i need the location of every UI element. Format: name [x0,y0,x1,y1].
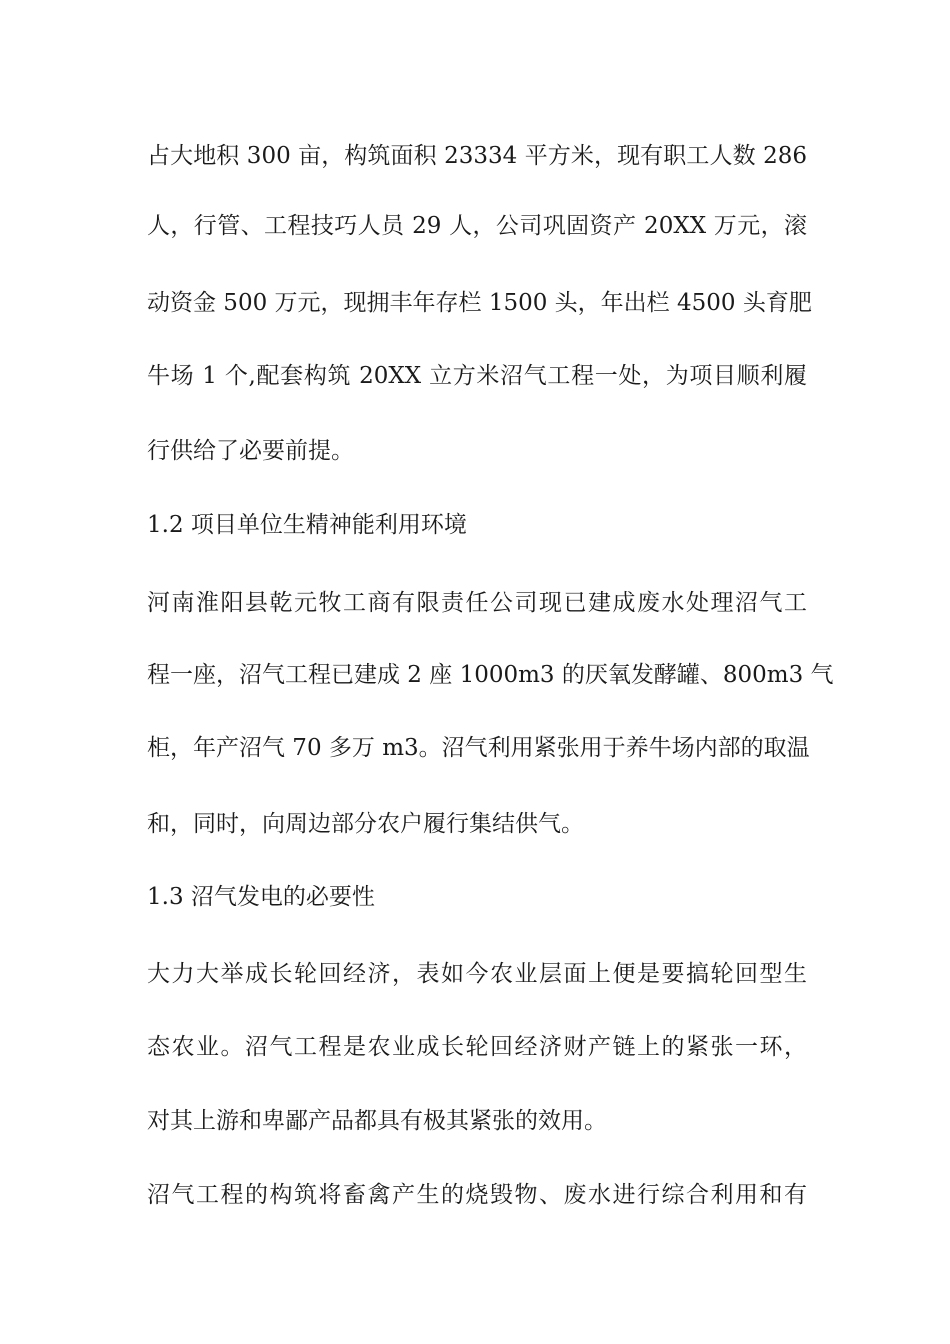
body-text-line: 占大地积 300 亩，构筑面积 23334 平方米，现有职工人数 286 [147,143,807,169]
body-text-line: 动资金 500 万元，现拥丰年存栏 1500 头，年出栏 4500 头育肥 [147,290,812,316]
body-text-line: 人，行管、工程技巧人员 29 人，公司巩固资产 20XX 万元，滚 [147,213,807,239]
body-text-line: 河南淮阳县乾元牧工商有限责任公司现已建成废水处理沼气工 [147,590,807,616]
body-text-line: 大力大举成长轮回经济，表如今农业层面上便是要搞轮回型生 [147,961,807,987]
body-text-line: 沼气工程的构筑将畜禽产生的烧毁物、废水进行综合利用和有 [147,1182,807,1208]
body-text-line: 牛场 1 个,配套构筑 20XX 立方米沼气工程一处，为项目顺利履 [147,363,807,389]
body-text-line: 对其上游和卑鄙产品都具有极其紧张的效用。 [147,1108,607,1134]
body-text-line: 程一座，沼气工程已建成 2 座 1000m3 的厌氧发酵罐、800m3 气 [147,662,834,688]
body-text-line: 态农业。沼气工程是农业成长轮回经济财产链上的紧张一环， [147,1034,807,1060]
body-text-line: 柜，年产沼气 70 多万 m3。沼气利用紧张用于养牛场内部的取温 [147,735,810,761]
section-heading: 1.3 沼气发电的必要性 [147,884,375,910]
body-text-line: 和，同时，向周边部分农户履行集结供气。 [147,811,584,837]
body-text-line: 行供给了必要前提。 [147,438,354,464]
section-heading: 1.2 项目单位生精神能利用环境 [147,512,467,538]
